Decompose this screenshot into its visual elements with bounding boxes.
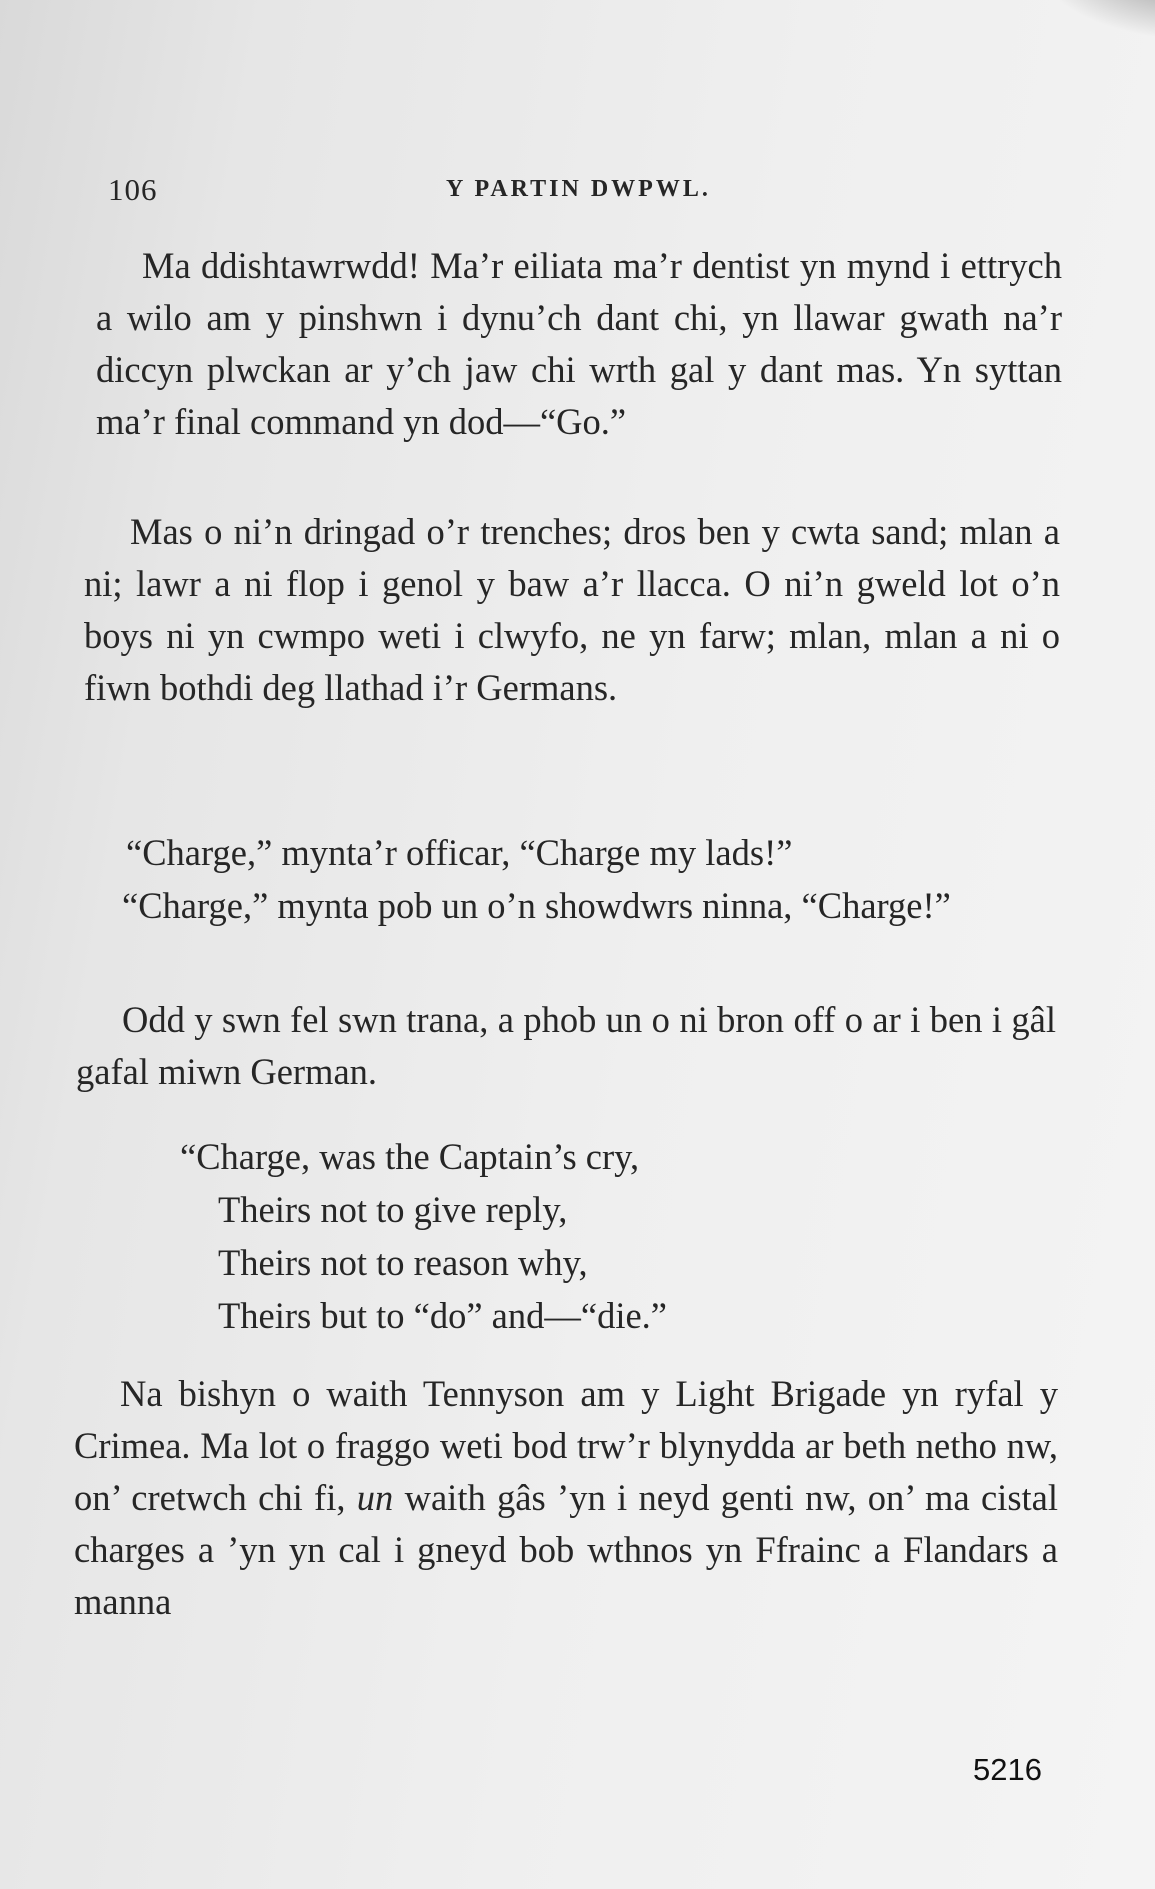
paragraph: Ma ddishtawrwdd! Ma’r eiliata ma’r dentist yn mynd i ettrych a wilo am y pinshwn i dynu’ch dant chi, yn llawar gwath na’r diccyn plwckan ar y’ch jaw chi wrth gal y dant mas. Yn syttan ma’r final command yn dod—“Go.” (96, 245, 1062, 442)
scan-id-label: 5216 (973, 1752, 1042, 1787)
paragraph-text: Na bishyn o waith Tennyson am y Light Brigade yn ryfal y Crimea. Ma lot o fraggo weti bod trw’r blynydda ar beth netho nw, on’ cretwch chi fi, (74, 1373, 1058, 1518)
poem-line: Theirs not to give reply, (218, 1189, 568, 1230)
running-title: Y PARTIN DWPWL. (446, 176, 711, 202)
emphasis-word: un (356, 1477, 394, 1518)
page-number: 106 (108, 172, 158, 207)
poem-quotation (180, 1130, 900, 1342)
poem-line: Theirs not to reason why, (218, 1242, 588, 1283)
poem-line: Theirs but to “do” and—“die.” (218, 1295, 667, 1336)
corner-shadow (1035, 0, 1155, 40)
page-header (0, 172, 1155, 232)
paragraph-text: waith gâs ’yn i neyd genti nw, on’ ma cistal charges a ’yn yn cal i gneyd bob wthnos yn Ffrainc a Flandars a manna (74, 1477, 1059, 1622)
paragraph: Odd y swn fel swn trana, a phob un o ni bron off o ar i ben i gâl gafal miwn German. (76, 999, 1056, 1092)
paragraph: Mas o ni’n dringad o’r trenches; dros ben y cwta sand; mlan a ni; lawr a ni flop i genol y baw a’r llacca. O ni’n gweld lot o’n boys ni yn cwmpo weti i clwyfo, ne yn farw; mlan, mlan a ni o fiwn bothdi deg llathad i’r Germans. (84, 511, 1060, 708)
paragraph-final (74, 1368, 1058, 1628)
paragraph: “Charge,” mynta’r officar, “Charge my lads!” (126, 832, 793, 873)
paragraph: “Charge,” mynta pob un o’n showdwrs ninna, “Charge!” (122, 885, 951, 926)
poem-line: “Charge, was the Captain’s cry, (180, 1136, 640, 1177)
